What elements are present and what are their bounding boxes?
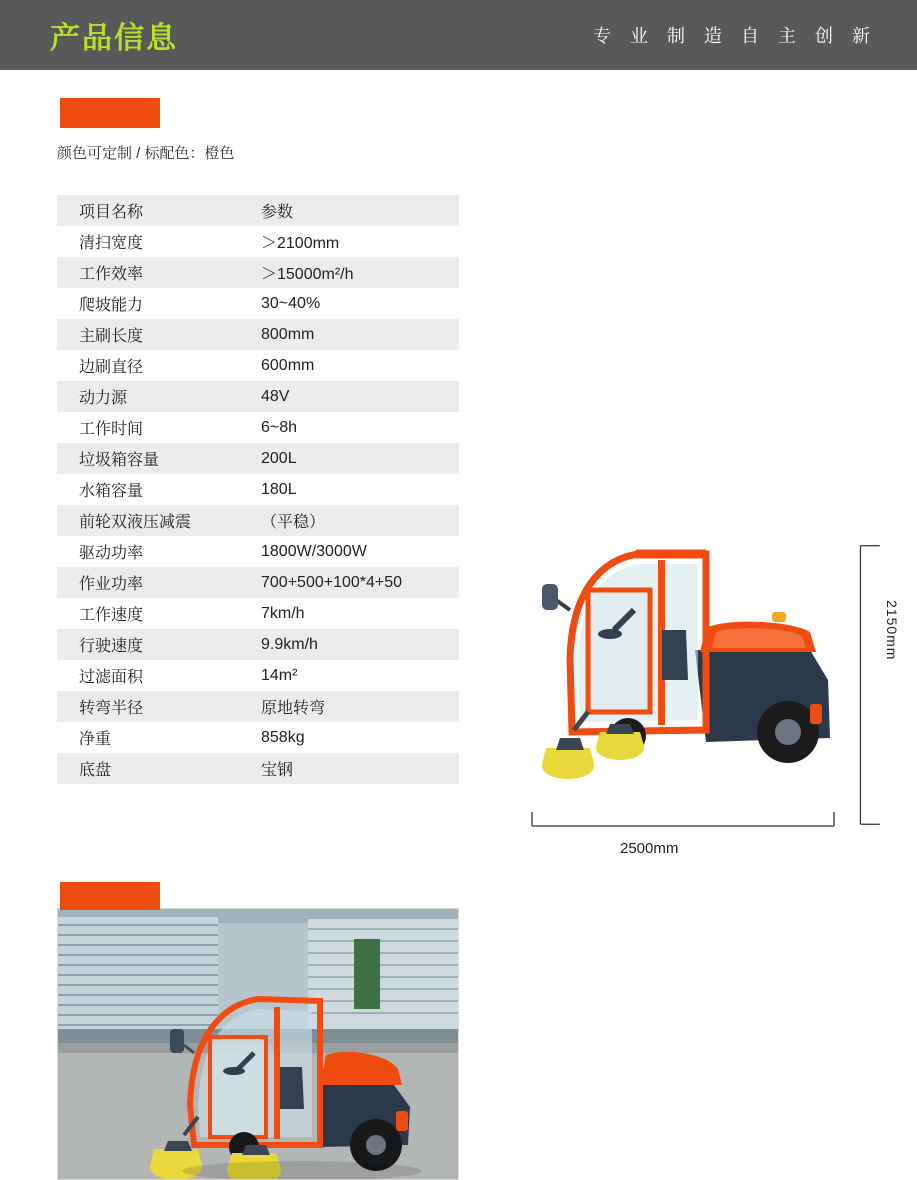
- spec-value: 14m²: [261, 666, 298, 684]
- spec-name: 主刷长度: [79, 328, 144, 345]
- table-header-name: 项目名称: [79, 204, 144, 221]
- spec-name: 净重: [79, 731, 112, 748]
- spec-name: 动力源: [79, 390, 128, 407]
- table-row: [57, 567, 459, 598]
- table-row: [57, 319, 459, 350]
- table-row: [57, 226, 459, 257]
- spec-name: 工作速度: [79, 607, 144, 624]
- spec-value: 宝钢: [261, 762, 294, 779]
- spec-value: 700+500+100*4+50: [261, 573, 403, 591]
- spec-name: 工作时间: [79, 421, 144, 438]
- spec-value: 30~40%: [261, 294, 321, 312]
- table-row: [57, 753, 459, 784]
- width-dimension-label: 2500mm: [620, 840, 679, 857]
- spec-value: 180L: [261, 480, 297, 498]
- table-row: [57, 257, 459, 288]
- spec-name: 驱动功率: [79, 545, 144, 562]
- spec-value: 200L: [261, 449, 297, 467]
- header-slogan: 专 业 制 造 自 主 创 新: [592, 26, 877, 46]
- product-photo-illustration: [58, 909, 459, 1180]
- spec-value: 1800W/3000W: [261, 542, 367, 560]
- spec-name: 行驶速度: [79, 638, 144, 655]
- table-row: [57, 288, 459, 319]
- spec-value: 原地转弯: [261, 700, 326, 717]
- color-note: 颜色可定制 / 标配色：橙色: [57, 145, 235, 162]
- table-row: [57, 350, 459, 381]
- spec-value: 9.9km/h: [261, 635, 318, 653]
- spec-name: 边刷直径: [79, 359, 144, 376]
- page-title: 产品信息: [50, 22, 178, 55]
- spec-name: 前轮双液压减震: [79, 514, 192, 531]
- product-photo: [57, 908, 459, 1180]
- spec-name: 工作效率: [79, 266, 144, 283]
- spec-value: ＞2100mm: [261, 235, 340, 252]
- spec-name: 底盘: [79, 762, 112, 779]
- spec-name: 转弯半径: [79, 700, 144, 717]
- table-row: [57, 660, 459, 691]
- table-row: [57, 474, 459, 505]
- page-header: [0, 0, 917, 70]
- spec-value: 6~8h: [261, 418, 298, 436]
- table-row: [57, 629, 459, 660]
- spec-name: 作业功率: [79, 576, 144, 593]
- sweeper-side-view-illustration: [510, 480, 870, 820]
- table-row: [57, 691, 459, 722]
- photo-color-swatch: [60, 882, 160, 910]
- spec-value: 800mm: [261, 325, 315, 343]
- spec-name: 过滤面积: [79, 669, 144, 686]
- spec-value: 600mm: [261, 356, 315, 374]
- table-row: [57, 536, 459, 567]
- height-dimension-label: 2150mm: [884, 600, 900, 661]
- spec-name: 垃圾箱容量: [79, 452, 160, 469]
- table-row: [57, 505, 459, 536]
- spec-value: 7km/h: [261, 604, 305, 622]
- spec-value: 858kg: [261, 728, 305, 746]
- table-header-row: [57, 195, 459, 226]
- table-row: [57, 598, 459, 629]
- spec-name: 清扫宽度: [79, 235, 144, 252]
- spec-name: 爬坡能力: [79, 297, 144, 314]
- spec-name: 水箱容量: [79, 483, 144, 500]
- spec-table: [57, 195, 459, 784]
- height-dimension-bracket: [854, 540, 894, 830]
- spec-value: （平稳）: [261, 514, 326, 531]
- table-row: [57, 722, 459, 753]
- width-dimension-bracket: [528, 810, 838, 832]
- page-content: [0, 70, 917, 1129]
- table-row: [57, 443, 459, 474]
- dimension-drawing: [500, 450, 900, 870]
- table-row: [57, 381, 459, 412]
- table-row: [57, 412, 459, 443]
- table-header-value: 参数: [261, 204, 294, 221]
- color-swatch: [60, 98, 160, 128]
- spec-value: 48V: [261, 387, 290, 405]
- spec-value: ＞15000m²/h: [261, 266, 354, 283]
